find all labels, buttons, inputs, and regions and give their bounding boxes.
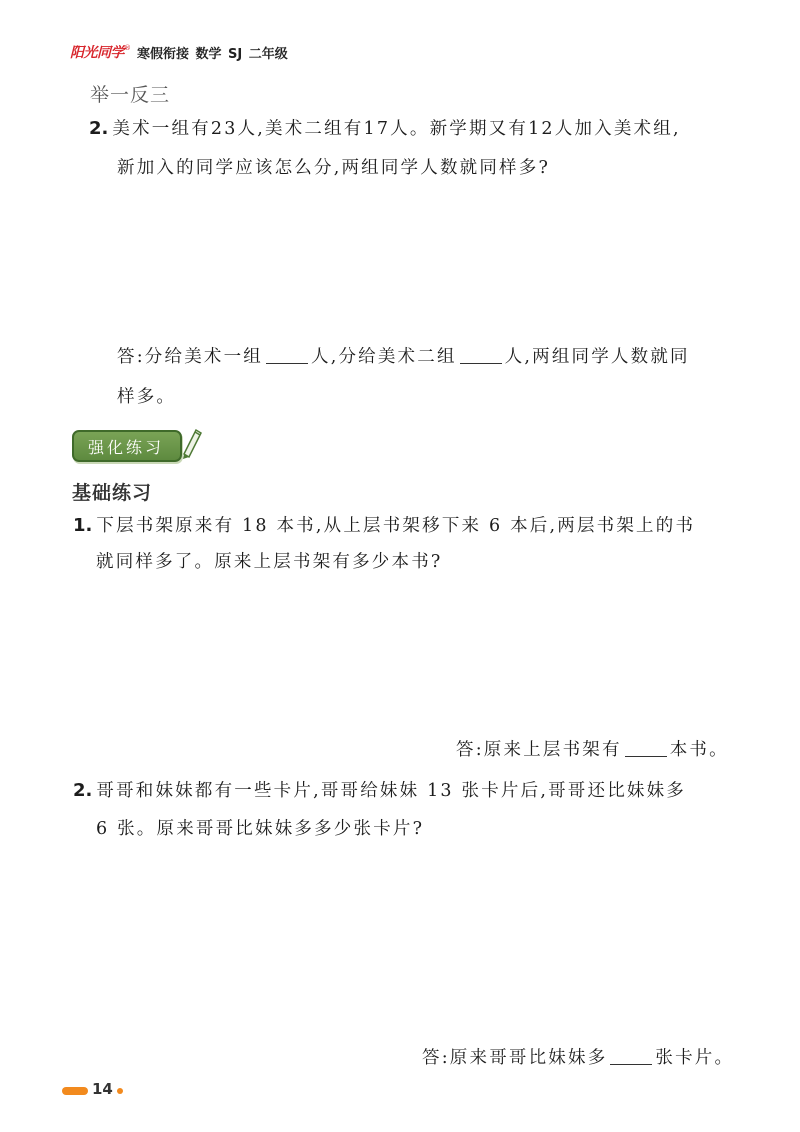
question-s1-line2: 新加入的同学应该怎么分,两组同学人数就同样多? <box>117 158 551 178</box>
question-text: 哥哥和妹妹都有一些卡片,哥哥给妹妹 13 张卡片后,哥哥还比妹妹多 <box>96 781 686 801</box>
answer-s1-line2: 样多。 <box>117 387 177 407</box>
answer-blank-cards[interactable] <box>610 1050 652 1065</box>
question-text: 美术一组有23人,美术二组有17人。新学期又有12人加入美术组, <box>112 119 681 139</box>
answer-text: 答:原来上层书架有 <box>456 740 622 760</box>
answer-text: 人,两组同学人数就同 <box>504 347 690 367</box>
header-subtitle: 寒假衔接 数学 SJ 二年级 <box>137 46 288 62</box>
question-number: 1. <box>73 515 93 536</box>
answer-blank-group2[interactable] <box>460 349 502 364</box>
answer-blank-group1[interactable] <box>266 349 308 364</box>
registered-mark: ® <box>124 44 131 52</box>
answer-blank-books[interactable] <box>625 742 667 757</box>
answer-text: 人,分给美术二组 <box>311 347 457 367</box>
question-q2-line1 <box>73 782 686 801</box>
page-number: 14 <box>92 1080 113 1098</box>
answer-s1-line1 <box>117 349 690 367</box>
section-title-basic-practice: 基础练习 <box>72 482 153 504</box>
answer-q2 <box>422 1050 734 1068</box>
question-s1-line1 <box>89 120 681 139</box>
practice-badge <box>72 430 182 462</box>
question-text: 下层书架原来有 18 本书,从上层书架移下来 6 本后,两层书架上的书 <box>96 516 696 536</box>
answer-text: 答:分给美术一组 <box>117 347 263 367</box>
question-q2-line2: 6 张。原来哥哥比妹妹多多少张卡片? <box>96 819 425 839</box>
section-title-examples: 举一反三 <box>90 84 171 106</box>
answer-text: 答:原来哥哥比妹妹多 <box>422 1048 608 1068</box>
pencil-icon <box>178 424 204 460</box>
brand-logo: 阳光同学 <box>70 45 124 61</box>
page-header <box>70 40 288 64</box>
answer-q1 <box>456 742 729 760</box>
question-q1-line2: 就同样多了。原来上层书架有多少本书? <box>96 552 443 572</box>
footer-accent-dot <box>117 1088 123 1094</box>
footer-accent-bar <box>62 1087 88 1095</box>
answer-text: 张卡片。 <box>655 1048 735 1068</box>
question-q1-line1 <box>73 517 695 536</box>
question-number: 2. <box>89 118 109 139</box>
answer-text: 本书。 <box>669 740 729 760</box>
badge-label: 强化练习 <box>88 438 165 457</box>
question-number: 2. <box>73 780 93 801</box>
